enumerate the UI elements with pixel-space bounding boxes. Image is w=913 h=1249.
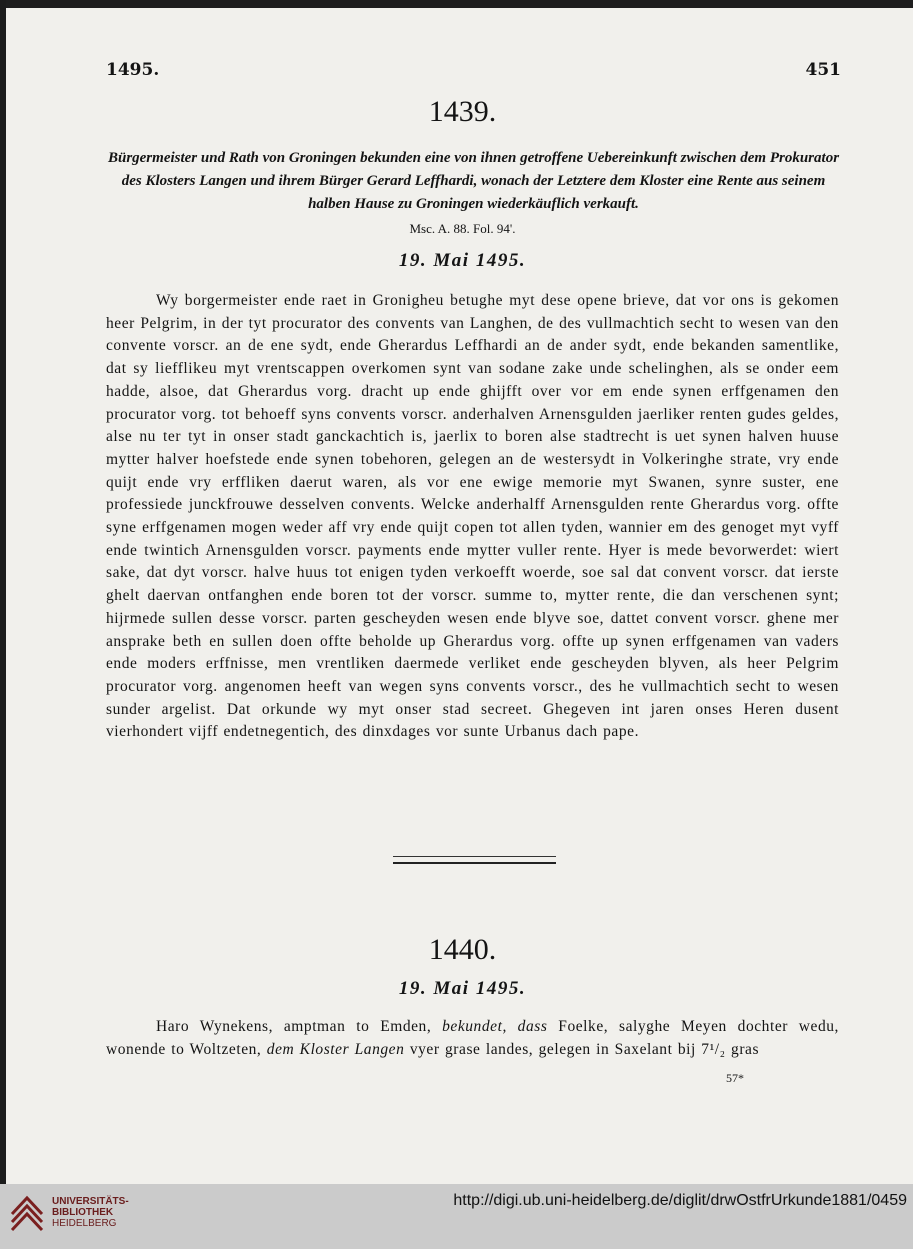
section-divider — [393, 856, 556, 864]
library-logo-icon — [10, 1194, 44, 1234]
document-number-1439: 1439. — [428, 95, 497, 128]
permalink-url[interactable]: http://digi.ub.uni-heidelberg.de/diglit/drwOstfrUrkunde1881/0459 — [453, 1192, 907, 1209]
footer-bar — [0, 1184, 913, 1249]
regest-1439: Bürgermeister und Rath von Groningen bekunden eine von ihnen getroffene Uebereinkunft zwischen dem Prokurator des Klosters Langen und ihrem Bürger Gerard Leffhardi, wonach der Letztere dem Kloster eine Rente aus seinem halben Hause zu Groningen wiederkäuflich verkauft. — [107, 150, 840, 212]
page-number: 451 — [805, 60, 841, 80]
signature-mark: 57* — [726, 1071, 744, 1085]
document-number-1440: 1440. — [428, 933, 497, 966]
document-text-1439: Wy borgermeister ende raet in Gronigheu betughe myt dese opene brieve, dat vor ons is gekomen heer Pelgrim, in der tyt procurator des convents van Langhen, de des vullmachtich secht to wesen van den convente vorscr. an de ene sydt, ende Gherardus Leffhardi an de ander sydt, ende bekanden samentlike, dat sy liefflikeu myt vrentscappen overkomen synt van sodane zake unde schelinghen, als se onder eem hadde, alsoe, dat Gherardus vorg. dracht up ende ghijfft over vor em ende synen erffgenamen den procurator vorg. tot behoeff syns convents vorscr. anderhalven Arnensgulden jaerliker renten gudes geldes, alse nu ter tyt in onser stadt ganckachtich is, jaerlix to boren alse stadtrecht is uet synen halven huuse mytter halver hoefstede ende synen tobehoren, gelegen an de westersydt in Volkeringhe strate, vry ende quijt ende vry erffliken daerut waren, als vor ene ewige memorie myt Swanen, synre suster, ene professiede junckfrouwe desselven convents. Welcke anderhalff Arnensgulden rente Gherardus vorg. offte syne erffgenamen mogen weder aff vry ende quijt copen tot allen tyden, wannier em des genoget myt vyff ende twintich Arnensgulden vorscr. payments ende mytter vuller rente. Hyer is mede bevorwerdet: wiert sake, dat dyt vorscr. halve huus tot enigen tyden verkoefft woerde, soe sal dat convent vorscr. dat ierste ghelt daervan ontfanghen ende boren tot der vorscr. summe to, mytter rente, die dan verschenen synt; hijrmede sullen desse vorscr. parten gescheyden wesen ende blyve soe, dattet convent vorscr. ghene mer ansprake beth en sullen doen offte beholde up Gherardus vorg. offte up synen erffgenamen van vaders ende moders erffnisse, men vrentliken daermede verliket ende gescheyden blyven, als heer Pelgrim procurator vorg. angenomen heeft van wegen syns convents vorscr., des he vullmachtich secht to wesen sunder argelist. Dat orkunde wy myt onser stad secreet. Ghegeven int jaren onses Heren dusent vierhondert vijff endetnegentich, des dinxdages vor sunte Urbanus dach pape. — [106, 292, 840, 741]
library-name: UNIVERSITÄTS- BIBLIOTHEK HEIDELBERG — [52, 1196, 129, 1229]
source-reference: Msc. A. 88. Fol. 94'. — [409, 221, 516, 236]
running-header-year: 1495. — [106, 60, 160, 80]
document-date-1439: 19. Mai 1495. — [398, 250, 527, 271]
document-date-1440: 19. Mai 1495. — [398, 978, 527, 999]
document-text-1440: Haro Wynekens, amptman to Emden, bekundet, dass Foelke, salyghe Meyen dochter wedu, wonende to Woltzeten, dem Kloster Langen vyer grase landes, gelegen in Saxelant bij 7¹/₂ gras — [106, 1018, 839, 1058]
